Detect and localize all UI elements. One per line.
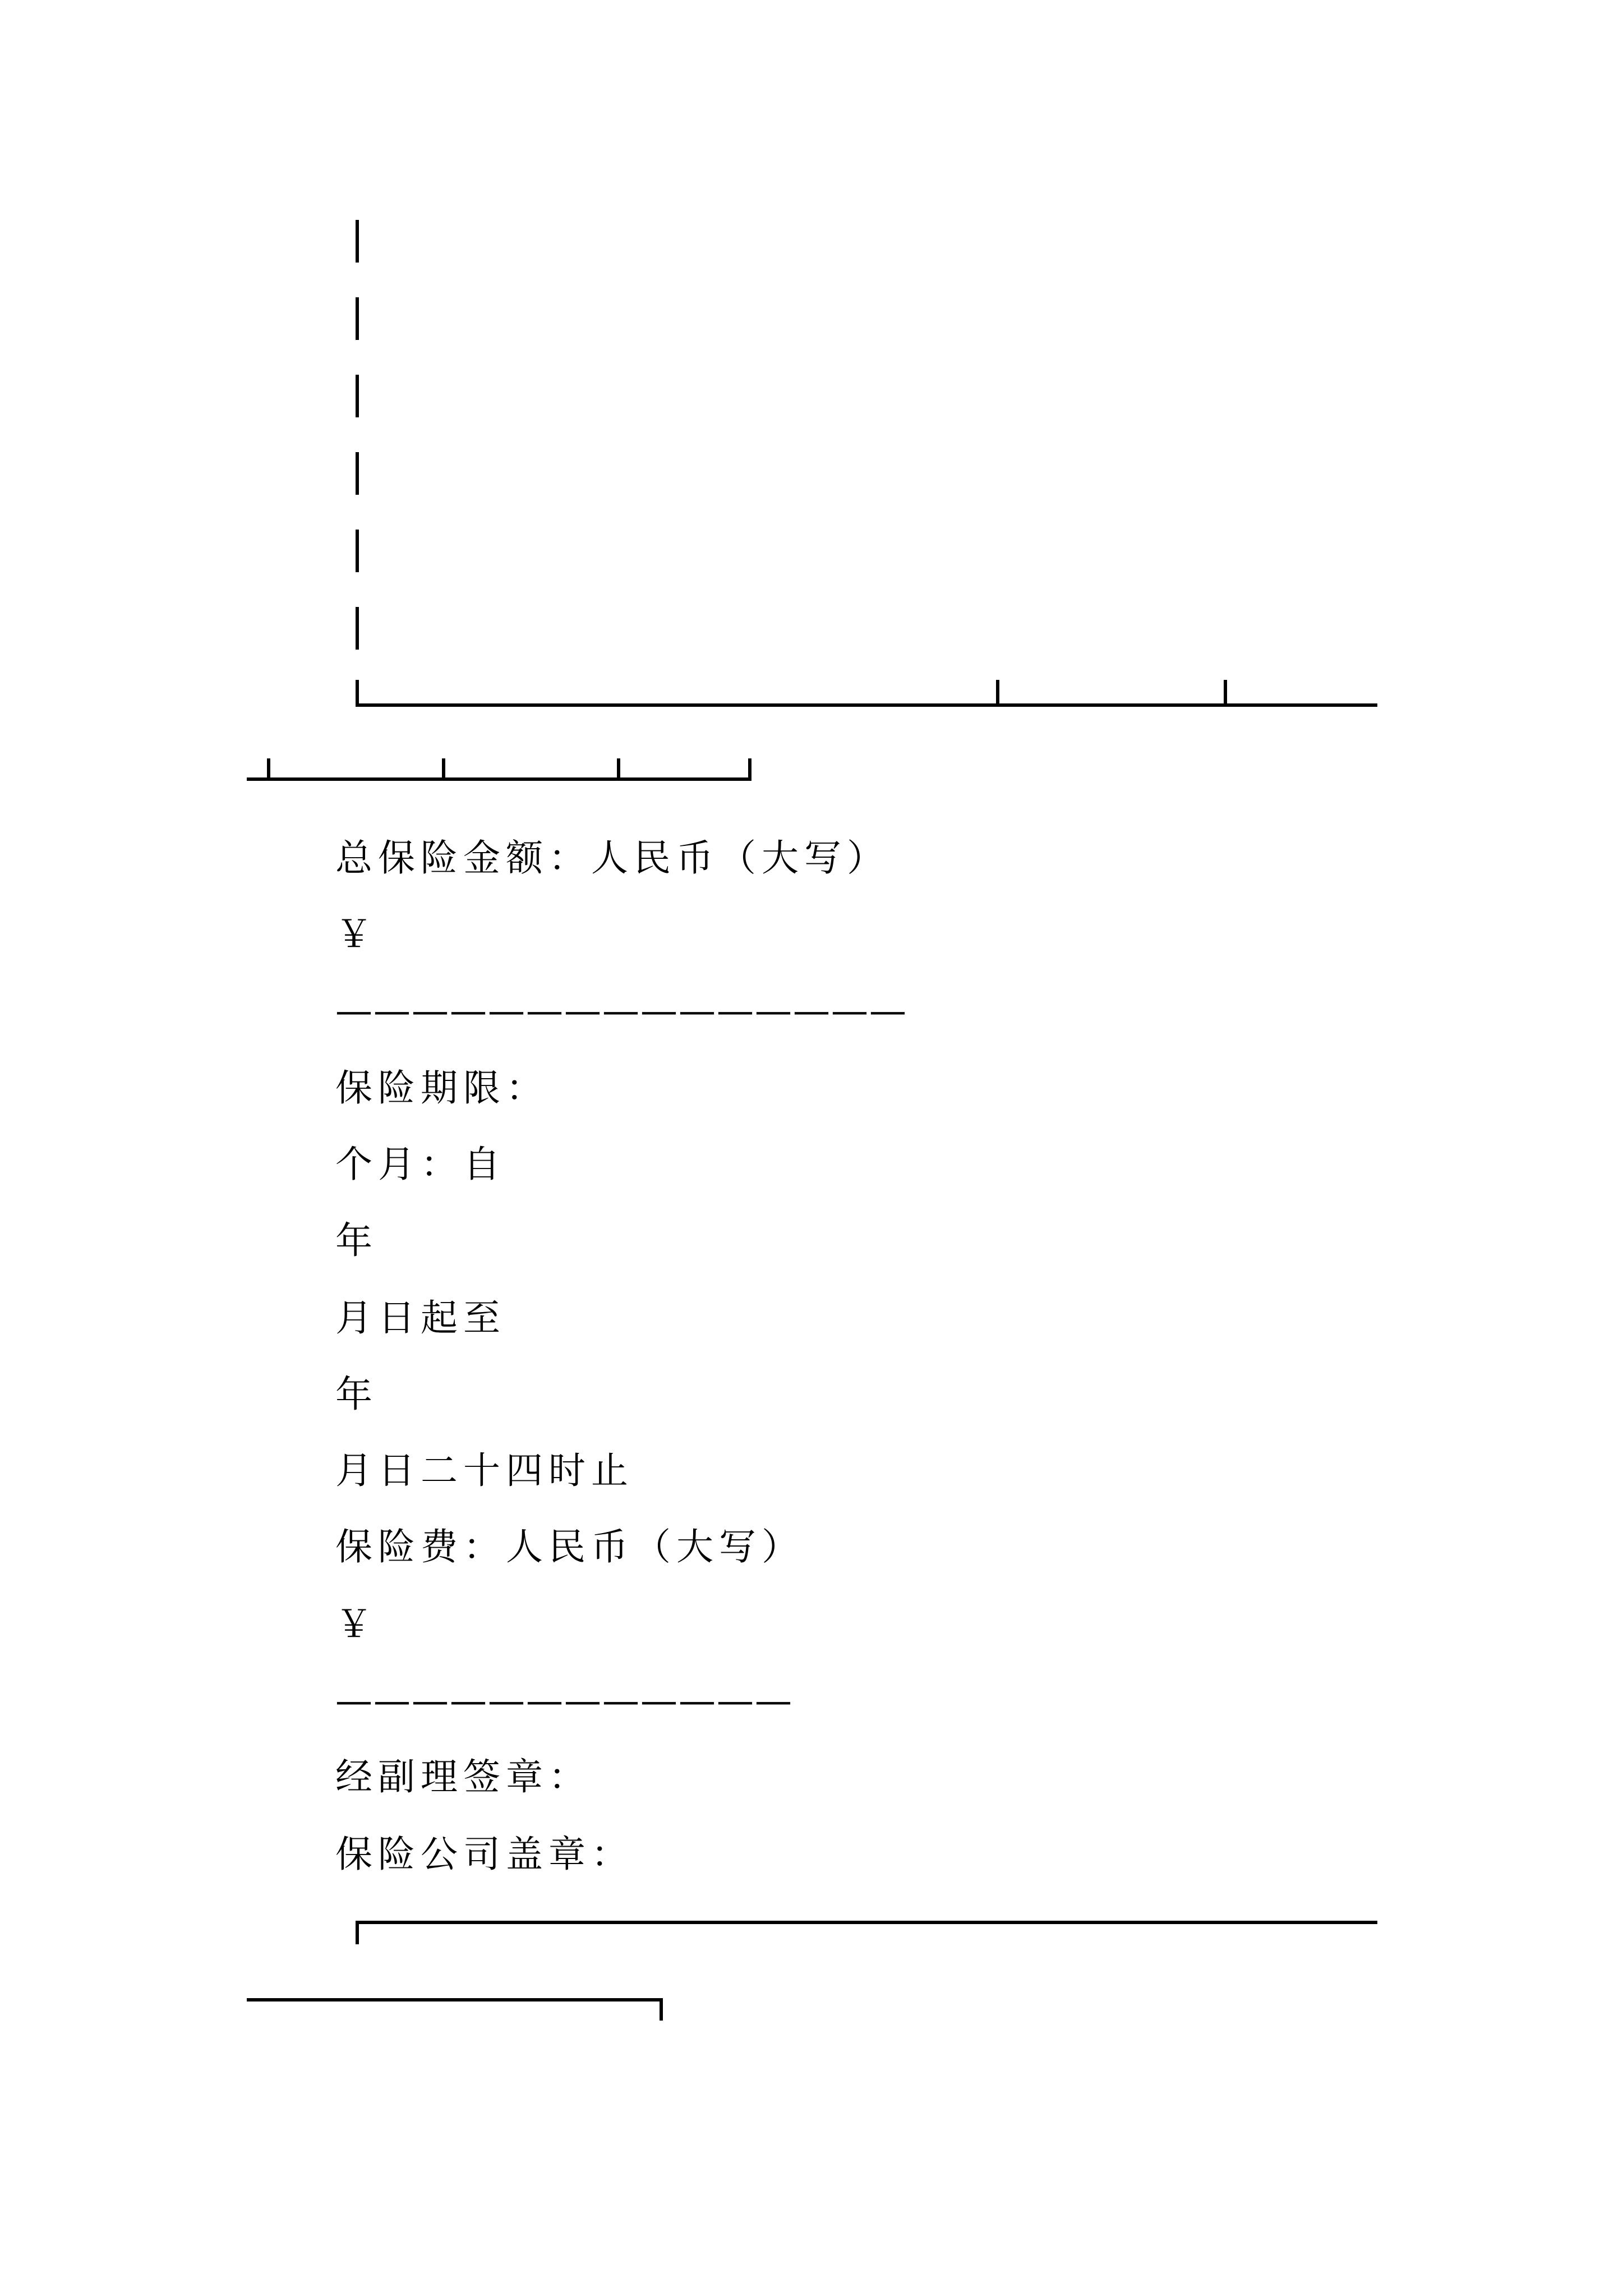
table-border-tick <box>442 758 445 777</box>
company-seal-label: 保险公司盖章： <box>335 1833 634 1876</box>
period-month-day-end: 月日二十四时止 <box>335 1449 634 1492</box>
premium-label: 保险费：人民币（大写） <box>335 1525 804 1568</box>
table-border-left-segment <box>356 452 359 495</box>
table-border-bottom-corner <box>356 680 359 707</box>
manager-signature-label: 经副理签章： <box>335 1755 591 1798</box>
premium-blank-line: ———————————— <box>335 1679 793 1722</box>
table-border-bottom <box>356 703 1377 707</box>
box-border-top-corner <box>660 1998 663 2021</box>
table-border-tick <box>267 758 270 777</box>
yen-symbol: ￥ <box>335 1603 378 1646</box>
table-border-tick <box>748 758 751 781</box>
table-border-tick <box>617 758 620 777</box>
period-months-from: 个月：自 <box>335 1143 506 1186</box>
period-year-start: 年 <box>335 1219 378 1262</box>
yen-symbol: ￥ <box>335 913 378 956</box>
table-border-left-segment <box>356 297 359 340</box>
box-border-top-continued <box>247 1998 663 2001</box>
table-border-left-segment <box>356 607 359 650</box>
insurance-period-label: 保险期限： <box>335 1066 548 1110</box>
table-border-left-segment <box>356 375 359 417</box>
table-border-tick <box>996 680 999 703</box>
amount-blank-line: ——————————————— <box>335 989 907 1032</box>
table-border-tick <box>1224 680 1227 703</box>
table-border-left-segment <box>356 530 359 572</box>
table-border-left-segment <box>356 220 359 263</box>
box-border-top-corner <box>356 1921 359 1944</box>
period-year-end: 年 <box>335 1373 378 1416</box>
table-border-bottom-continued <box>247 777 751 781</box>
period-month-day-start: 月日起至 <box>335 1296 506 1340</box>
box-border-top <box>356 1921 1377 1924</box>
total-insured-amount-label: 总保险金额：人民币（大写） <box>335 836 889 880</box>
